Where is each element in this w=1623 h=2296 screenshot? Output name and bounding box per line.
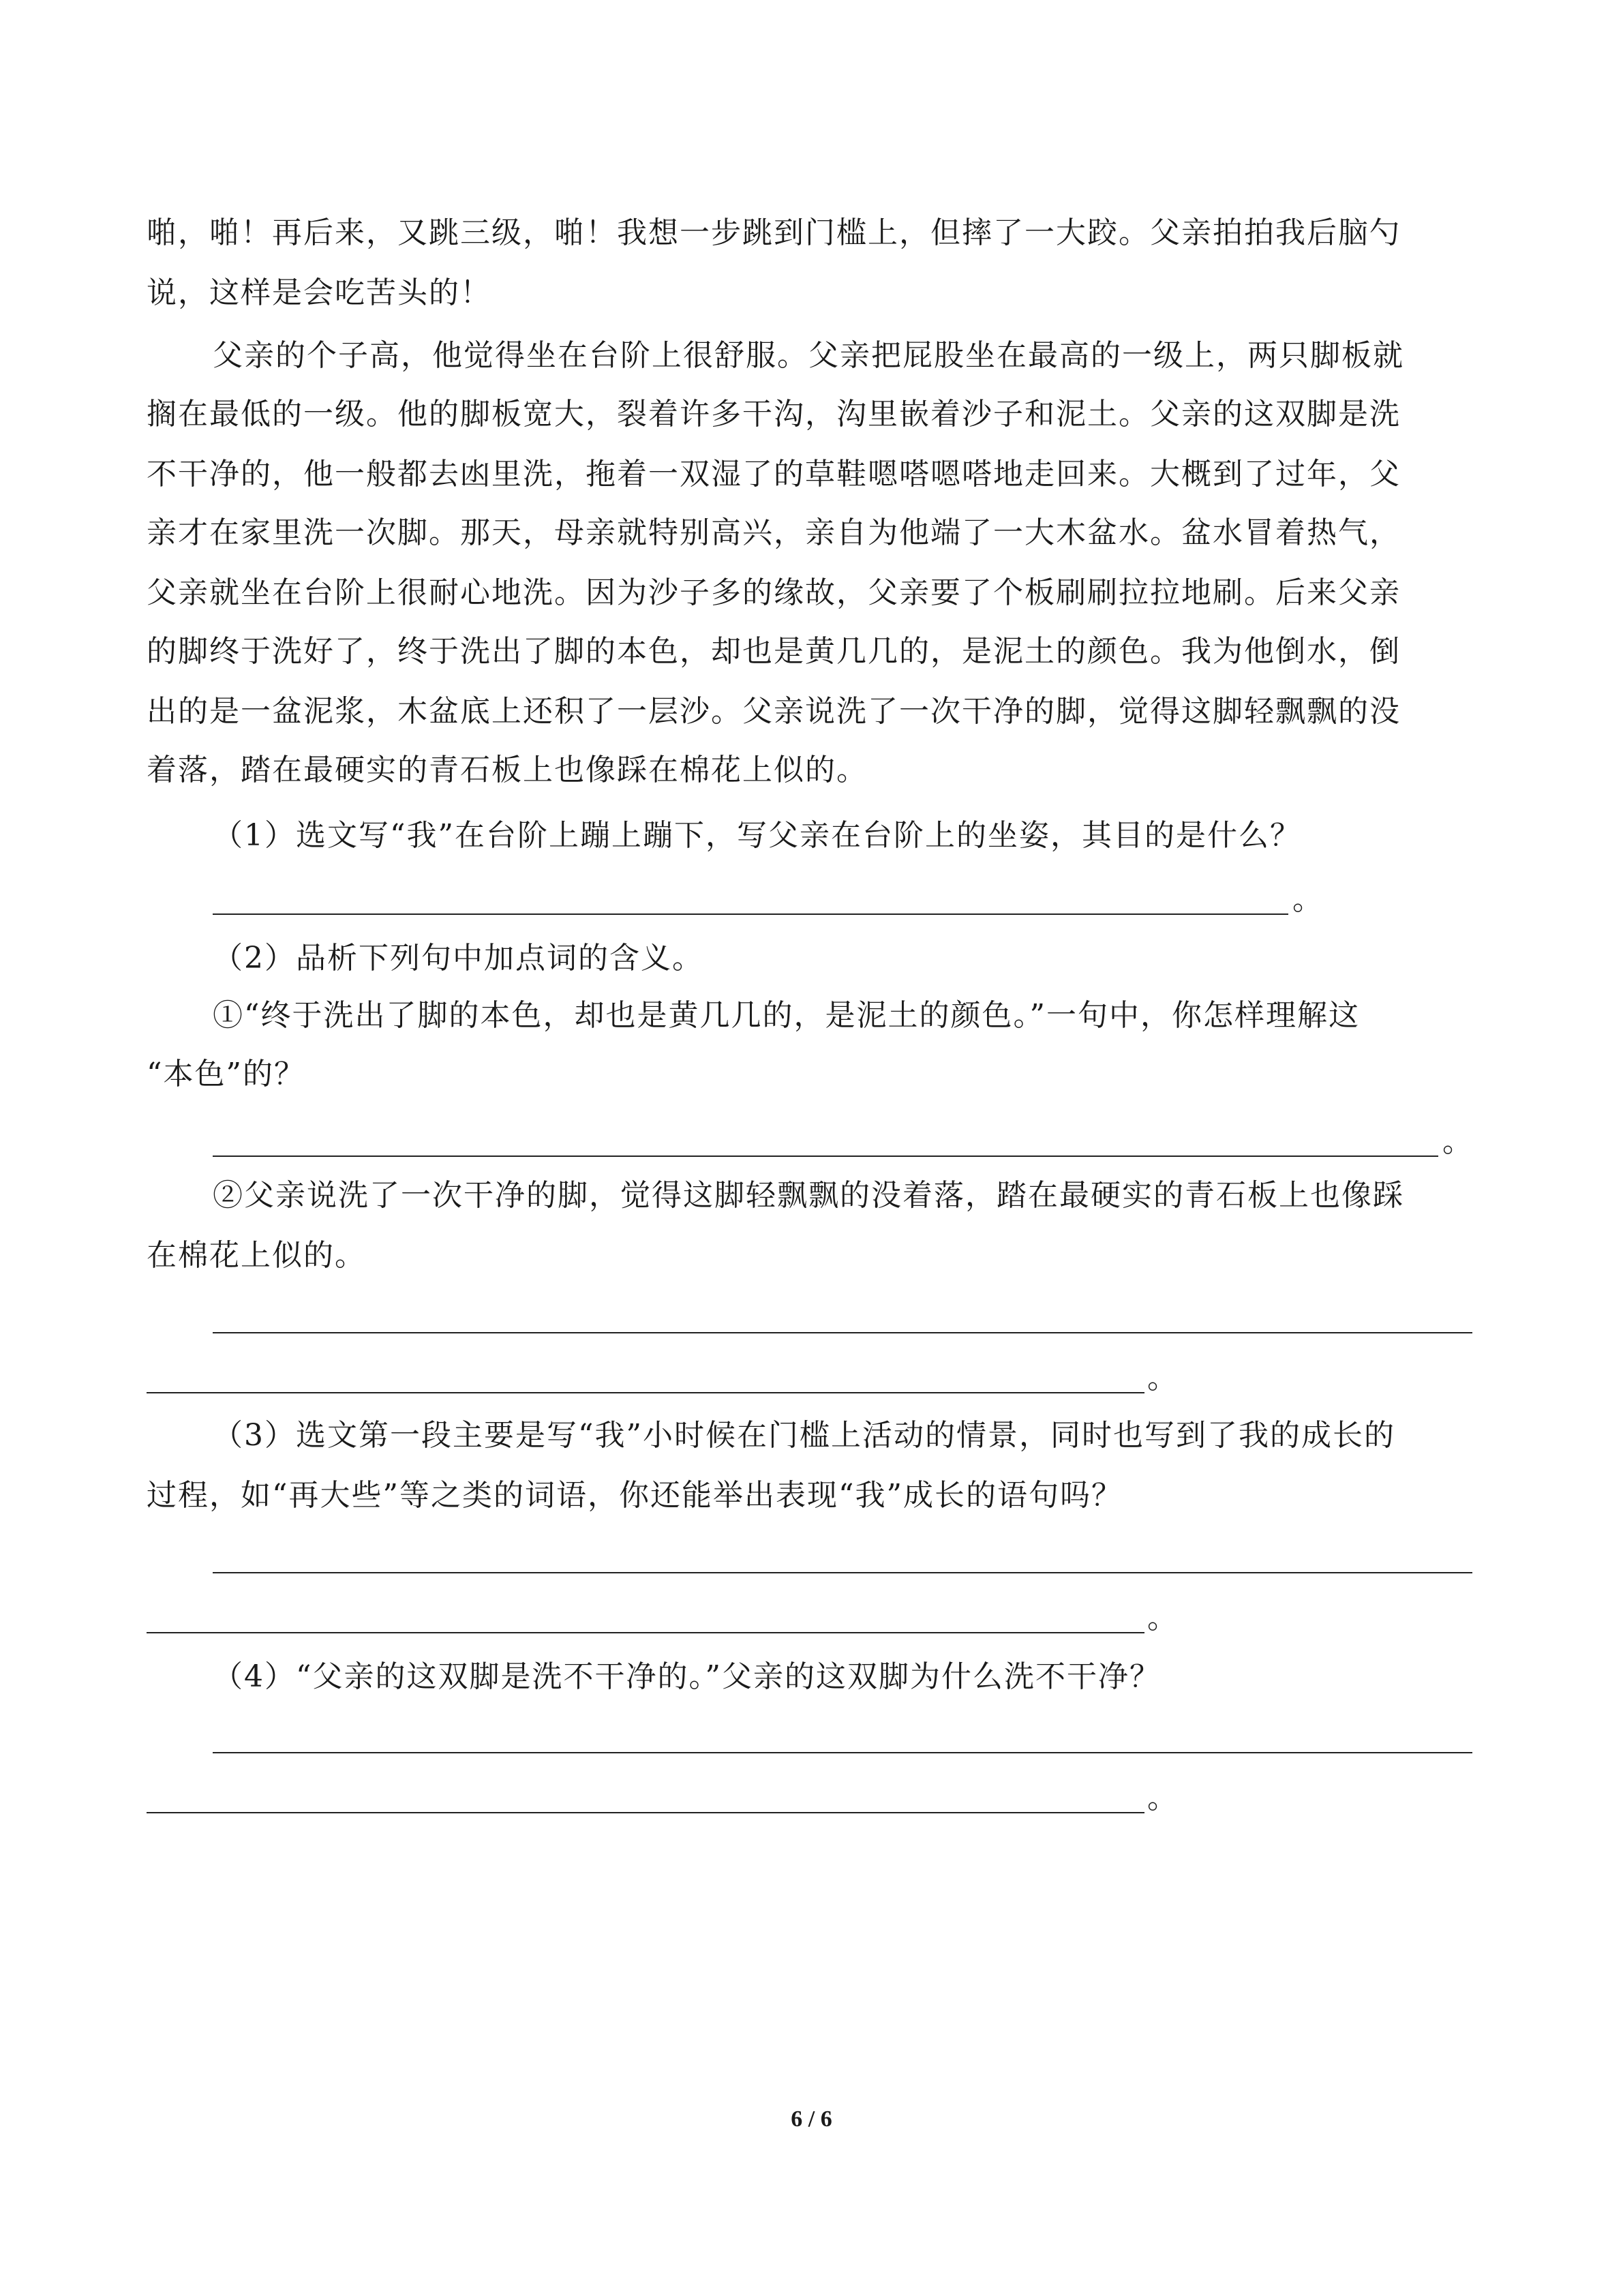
answer-line-q3a[interactable] <box>213 1538 1474 1579</box>
answer-rule <box>213 1332 1472 1333</box>
passage-line: 亲才在家里洗一次脚。那天，母亲就特别高兴，亲自为他端了一大木盆水。盆水冒着热气， <box>147 515 1401 550</box>
answer-line-q1[interactable] <box>213 879 1322 920</box>
passage-line: 说，这样是会吃苦头的！ <box>147 275 491 310</box>
question-3-cont: 过程，如“再大些”等之类的词语，你还能举出表现“我”成长的语句吗？ <box>147 1478 1123 1513</box>
answer-line-q4a[interactable] <box>213 1718 1474 1759</box>
question-2-2: ②父亲说洗了一次干净的脚，觉得这脚轻飘飘的没着落，踏在最硬实的青石板上也像踩 <box>213 1178 1404 1213</box>
passage-line: 不干净的，他一般都去凼里洗，拖着一双湿了的草鞋嗯嗒嗯嗒地走回来。大概到了过年，父 <box>147 457 1401 492</box>
answer-rule <box>213 1572 1472 1573</box>
answer-rule <box>147 1632 1144 1633</box>
answer-period: 。 <box>1292 882 1322 917</box>
question-4: （4）“父亲的这双脚是洗不干净的。”父亲的这双脚为什么洗不干净？ <box>213 1659 1161 1694</box>
question-2-1-cont: “本色”的？ <box>147 1057 305 1091</box>
answer-period: 。 <box>1147 1781 1177 1815</box>
question-2-1: ①“终于洗出了脚的本色，却也是黄几几的，是泥土的颜色。”一句中，你怎样理解这 <box>213 998 1360 1033</box>
passage-line: 着落，踏在最硬实的青石板上也像踩在棉花上似的。 <box>147 753 868 787</box>
answer-line-q3b[interactable] <box>147 1598 1177 1639</box>
answer-rule <box>213 1155 1438 1157</box>
question-1: （1）选文写“我”在台阶上蹦上蹦下，写父亲在台阶上的坐姿，其目的是什么？ <box>213 818 1301 853</box>
page-number: 6 / 6 <box>791 2106 832 2132</box>
passage-line: 父亲的个子高，他觉得坐在台阶上很舒服。父亲把屁股坐在最高的一级上，两只脚板就 <box>213 338 1404 373</box>
question-2-2-cont: 在棉花上似的。 <box>147 1238 366 1273</box>
answer-rule <box>147 1392 1144 1393</box>
passage-line: 搁在最低的一级。他的脚板宽大，裂着许多干沟，沟里嵌着沙子和泥土。父亲的这双脚是洗 <box>147 397 1401 432</box>
answer-period: 。 <box>1147 1361 1177 1395</box>
answer-line-q2-2b[interactable] <box>147 1358 1177 1399</box>
answer-rule <box>213 1752 1472 1753</box>
answer-period: 。 <box>1147 1601 1177 1635</box>
answer-line-q4b[interactable] <box>147 1778 1177 1819</box>
answer-rule <box>147 1812 1144 1813</box>
answer-rule <box>213 913 1288 915</box>
answer-line-q2-1[interactable] <box>213 1121 1474 1162</box>
question-3: （3）选文第一段主要是写“我”小时候在门槛上活动的情景，同时也写到了我的成长的 <box>213 1418 1395 1453</box>
answer-line-q2-2a[interactable] <box>213 1298 1474 1339</box>
passage-line: 的脚终于洗好了，终于洗出了脚的本色，却也是黄几几的，是泥土的颜色。我为他倒水，倒 <box>147 634 1401 669</box>
answer-period: 。 <box>1442 1124 1472 1159</box>
passage-line: 父亲就坐在台阶上很耐心地洗。因为沙子多的缘故，父亲要了个板刷刷拉拉地刷。后来父亲 <box>147 575 1401 610</box>
passage-line: 啪，啪！再后来，又跳三级，啪！我想一步跳到门槛上，但摔了一大跤。父亲拍拍我后脑勺 <box>147 215 1401 250</box>
passage-line: 出的是一盆泥浆，木盆底上还积了一层沙。父亲说洗了一次干净的脚，觉得这脚轻飘飘的没 <box>147 694 1401 729</box>
question-2-intro: （2）品析下列句中加点词的含义。 <box>213 941 703 976</box>
